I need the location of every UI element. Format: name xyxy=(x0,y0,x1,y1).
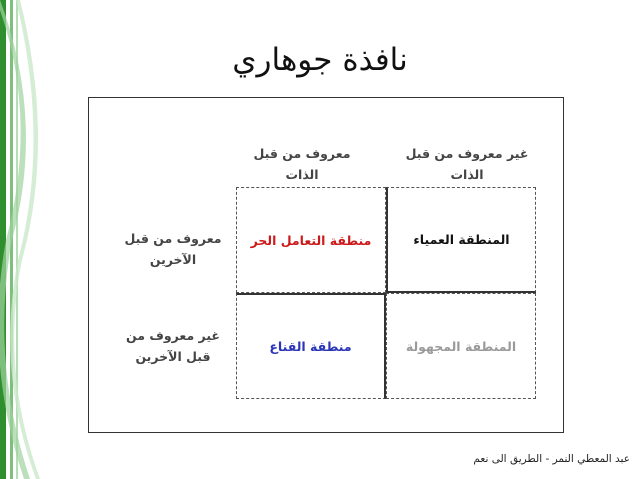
blind-area-label: المنطقة العمياء xyxy=(413,232,510,247)
hidden-area-cell xyxy=(236,293,386,399)
blind-area-cell xyxy=(386,187,536,293)
open-area-cell xyxy=(236,187,386,293)
open-area-label: منطقة التعامل الحر xyxy=(250,232,372,248)
row-label-known-to-others xyxy=(112,228,234,270)
hidden-area-label: منطقة القناع xyxy=(269,339,352,354)
column-label-unknown-to-self xyxy=(402,143,532,185)
row-label-unknown-to-others xyxy=(112,325,234,367)
row-label-line: غير معروف من xyxy=(126,328,220,343)
footer-credit: عبد المعطي النمر - الطريق الى نعم xyxy=(473,453,630,465)
unknown-area-label: المنطقة المجهولة xyxy=(405,338,517,354)
decorative-green-stripes xyxy=(0,0,60,479)
row-label-line: معروف من قبل xyxy=(124,231,222,246)
unknown-area-cell xyxy=(386,293,536,399)
johari-grid xyxy=(236,187,536,399)
column-label-line: الذات xyxy=(450,167,484,182)
row-label-line: قبل الآخرين xyxy=(135,349,211,364)
column-label-line: الذات xyxy=(285,167,319,182)
column-label-line: معروف من قبل xyxy=(253,146,351,161)
row-label-line: الآخرين xyxy=(149,252,197,267)
column-label-line: غير معروف من قبل xyxy=(405,146,529,161)
slide-title: نافذة جوهاري xyxy=(232,42,408,78)
column-label-known-to-self xyxy=(242,143,362,185)
